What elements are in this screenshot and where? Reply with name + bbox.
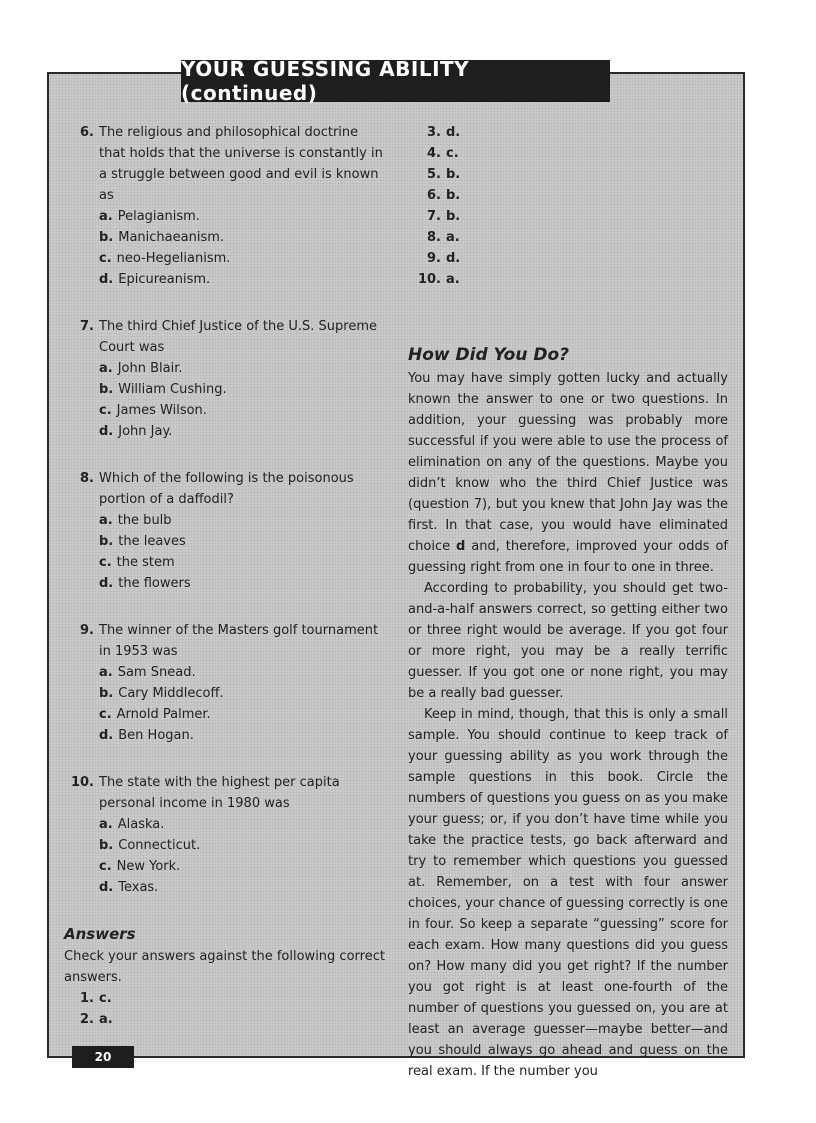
question-10 [64, 772, 386, 898]
question-number: 7. [80, 319, 94, 334]
answer-item [408, 143, 728, 164]
paragraph-1 [408, 368, 728, 578]
how-did-you-do-heading: How Did You Do? [408, 345, 570, 365]
option-text: James Wilson. [116, 403, 207, 418]
option-letter: a. [99, 361, 113, 376]
option-text: William Cushing. [118, 382, 227, 397]
option-letter: c. [99, 251, 112, 266]
option-letter: b. [99, 838, 114, 853]
answer-item [408, 122, 728, 143]
option-letter: c. [99, 707, 112, 722]
page-number: 20 [72, 1046, 134, 1068]
question-stem: The state with the highest per capita personal income in 1980 was [99, 775, 340, 811]
answer-letter: a. [446, 272, 460, 287]
option [99, 206, 386, 227]
answer-number: 4. [427, 146, 441, 161]
question-stem: The winner of the Masters golf tournament in 1953 was [99, 623, 379, 659]
option-letter: c. [99, 859, 112, 874]
option [99, 835, 386, 856]
answer-letter: a. [446, 230, 460, 245]
paragraph-3: Keep in mind, though, that this is only a small sample. You should continue to keep track of your guessing ability as you work through the sample questions in this book. Circle the numbers of questions you guess on as you make your guess; or, if you don’t have time while you take the practice tests, go back afterward and try to remember which questions you guessed at. Remember, on a test with four answer choices, your chance of guessing correctly is one in four. So keep a separate “guessing” score for each exam. How many questions did you guess on? How many did you get right? If the number you got right is at least one-fourth of the number of questions you guessed on, you are at least an average guesser—maybe better—and you should always go ahead and guess on the real exam. If the number you [408, 707, 728, 1079]
answer-number: 5. [427, 167, 441, 182]
option [99, 683, 386, 704]
option-letter: b. [99, 382, 114, 397]
option [99, 552, 386, 573]
option [99, 358, 386, 379]
paragraph-text: and, therefore, improved your odds of guessing right from one in four to one in three. [408, 539, 728, 575]
option-text: the stem [116, 555, 175, 570]
question-number: 6. [80, 125, 94, 140]
option-letter: d. [99, 880, 114, 895]
option-text: Alaska. [117, 817, 165, 832]
right-column [408, 122, 728, 1082]
option [99, 704, 386, 725]
option [99, 814, 386, 835]
question-stem: The third Chief Justice of the U.S. Supreme Court was [99, 319, 377, 355]
option-letter: d. [99, 576, 114, 591]
answer-letter: b. [446, 167, 461, 182]
answer-letter: b. [446, 209, 461, 224]
option [99, 248, 386, 269]
option [99, 227, 386, 248]
option-letter: b. [99, 686, 114, 701]
answer-item [408, 185, 728, 206]
question-6 [64, 122, 386, 290]
answer-letter: d. [446, 125, 461, 140]
answer-item [64, 1009, 386, 1030]
option [99, 379, 386, 400]
question-7 [64, 316, 386, 442]
paragraph-2: According to probability, you should get two-and-a-half answers correct, so getting either two or three right would be average. If you got four or more right, you may be a really terrific guesser. If you got one or none right, you may be a really bad guesser. [408, 581, 728, 701]
emphasis-choice: d [456, 539, 466, 554]
question-stem: The religious and philosophical doctrine that holds that the universe is constantly in a struggle between good and evil is known as [99, 125, 383, 203]
answer-letter: c. [446, 146, 459, 161]
option [99, 510, 386, 531]
option-letter: c. [99, 555, 112, 570]
answer-number: 7. [427, 209, 441, 224]
answer-item [408, 206, 728, 227]
option-text: Ben Hogan. [118, 728, 194, 743]
option-letter: c. [99, 403, 112, 418]
answer-letter: d. [446, 251, 461, 266]
answer-number: 10. [417, 272, 441, 287]
option-text: Sam Snead. [117, 665, 196, 680]
answer-item [408, 227, 728, 248]
option-letter: d. [99, 424, 114, 439]
option [99, 573, 386, 594]
answer-item [64, 988, 386, 1009]
page-title: YOUR GUESSING ABILITY (continued) [181, 60, 610, 102]
option [99, 856, 386, 877]
question-8 [64, 468, 386, 594]
answer-number: 8. [427, 230, 441, 245]
option [99, 877, 386, 898]
answer-letter: a. [99, 1012, 113, 1027]
answers-heading: Answers [64, 925, 136, 943]
option-text: the leaves [118, 534, 186, 549]
option-letter: a. [99, 513, 113, 528]
question-stem: Which of the following is the poisonous portion of a daffodil? [99, 471, 354, 507]
option-text: neo-Hegelianism. [116, 251, 231, 266]
option-text: Manichaeanism. [118, 230, 225, 245]
option-letter: b. [99, 534, 114, 549]
option-text: Epicureanism. [118, 272, 211, 287]
option [99, 400, 386, 421]
option-text: Texas. [118, 880, 159, 895]
answer-number: 2. [80, 1012, 94, 1027]
answer-number: 9. [427, 251, 441, 266]
option-letter: b. [99, 230, 114, 245]
answers-intro: Check your answers against the following correct answers. [64, 949, 385, 985]
answer-item [408, 269, 728, 290]
paragraph-text: You may have simply gotten lucky and actually known the answer to one or two questions. In addition, your guessing was probably more successful if you were able to use the process of elimination on any of the questions. Maybe you didn’t know who the third Chief Justice was (question 7), but you knew that John Jay was the first. In that case, you would have eliminated choice [408, 371, 728, 554]
answer-number: 3. [427, 125, 441, 140]
answer-letter: b. [446, 188, 461, 203]
option-letter: a. [99, 665, 113, 680]
option [99, 421, 386, 442]
question-number: 9. [80, 623, 94, 638]
option [99, 269, 386, 290]
question-9 [64, 620, 386, 746]
option [99, 531, 386, 552]
option-text: Arnold Palmer. [116, 707, 211, 722]
question-number: 10. [70, 775, 94, 790]
option [99, 725, 386, 746]
option-text: John Blair. [117, 361, 183, 376]
answer-item [408, 248, 728, 269]
left-column [64, 122, 386, 1030]
option-letter: a. [99, 209, 113, 224]
option-letter: d. [99, 728, 114, 743]
option-text: Cary Middlecoff. [118, 686, 224, 701]
option-text: Connecticut. [118, 838, 201, 853]
option-letter: a. [99, 817, 113, 832]
option-text: John Jay. [118, 424, 173, 439]
answer-letter: c. [99, 991, 112, 1006]
answer-number: 6. [427, 188, 441, 203]
option-text: the bulb [117, 513, 172, 528]
answer-number: 1. [80, 991, 94, 1006]
option-text: New York. [116, 859, 181, 874]
option [99, 662, 386, 683]
option-text: Pelagianism. [117, 209, 200, 224]
option-letter: d. [99, 272, 114, 287]
answer-item [408, 164, 728, 185]
option-text: the flowers [118, 576, 191, 591]
question-number: 8. [80, 471, 94, 486]
